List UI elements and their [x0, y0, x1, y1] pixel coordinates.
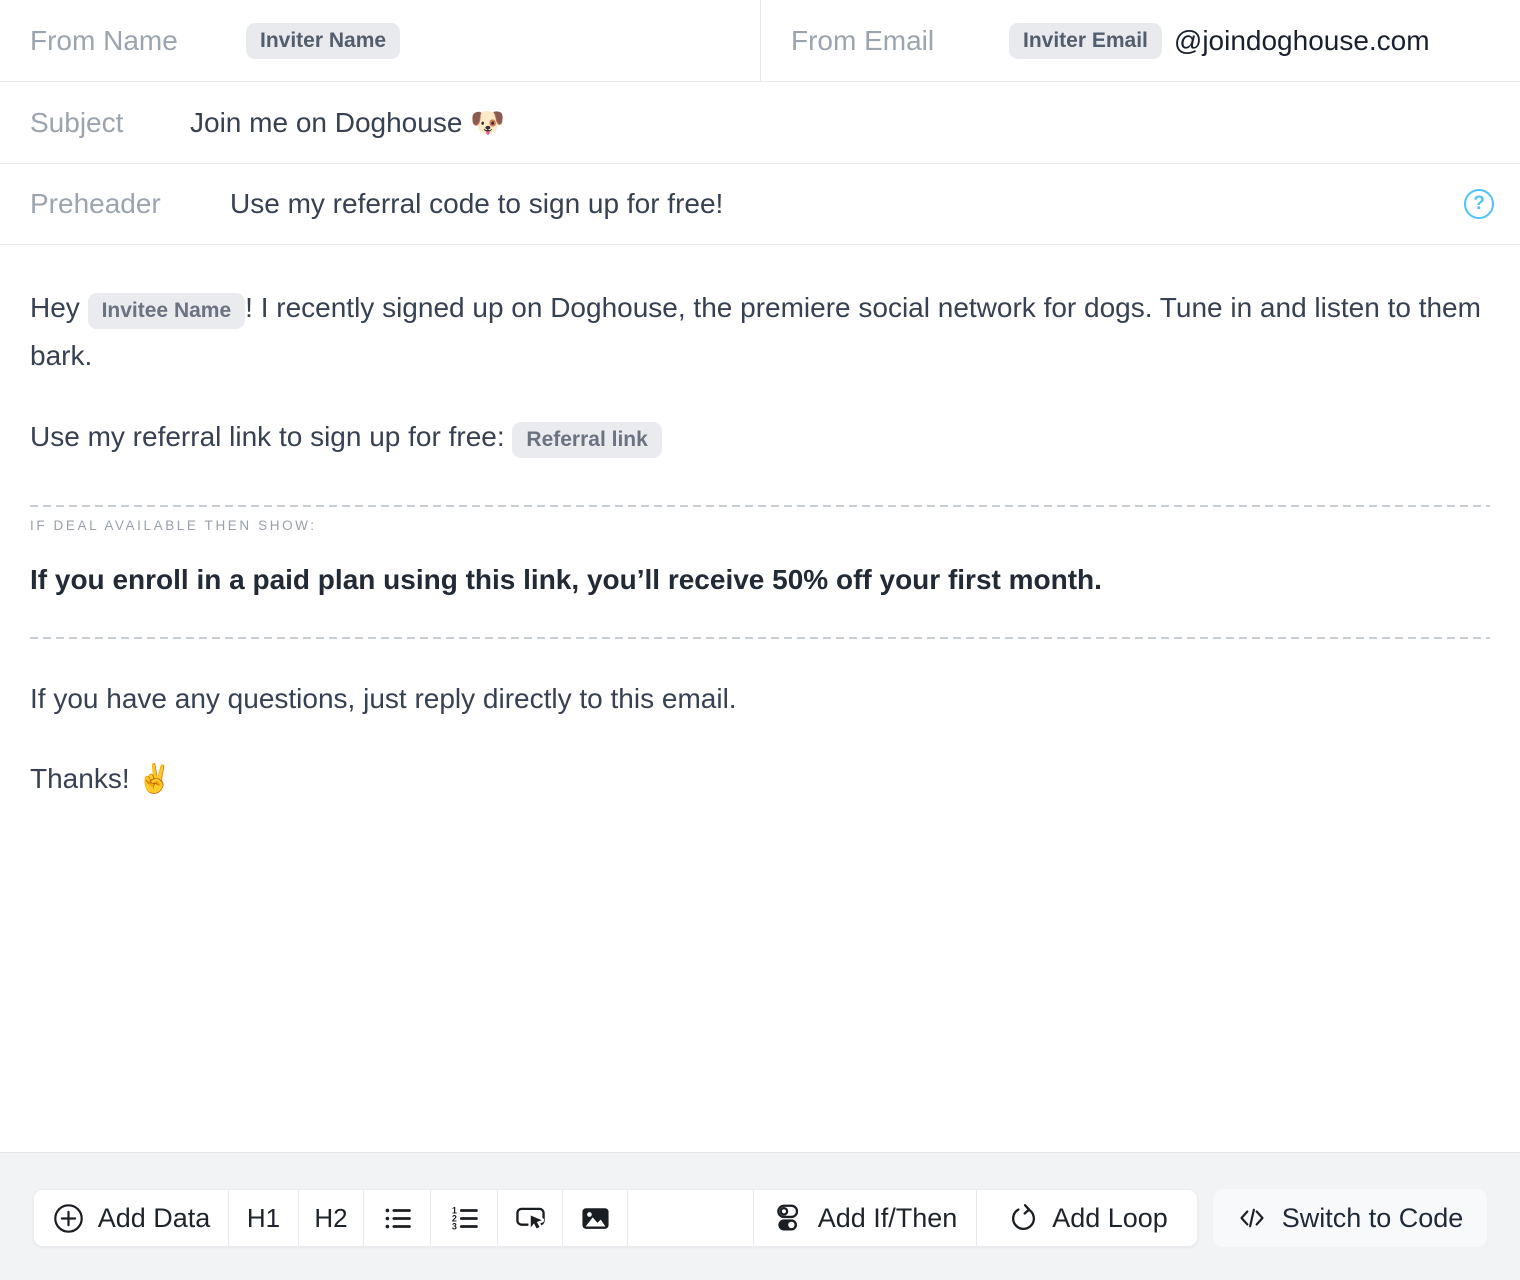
greeting-text-before: Hey [30, 292, 88, 323]
from-email-field[interactable] [760, 0, 1520, 81]
paragraph-questions[interactable]: If you have any questions, just reply directly to this email. [30, 683, 737, 714]
bullet-list-icon [382, 1203, 413, 1234]
plus-circle-icon [52, 1202, 85, 1235]
inviter-name-pill[interactable]: Inviter Name [246, 23, 400, 59]
preheader-input[interactable]: Use my referral code to sign up for free! [230, 188, 724, 219]
svg-text:1: 1 [451, 1204, 457, 1215]
add-loop-button[interactable] [977, 1190, 1198, 1246]
h2-label: H2 [314, 1202, 348, 1233]
from-email-domain[interactable]: @joindoghouse.com [1173, 24, 1430, 56]
switch-to-code-button[interactable] [1213, 1189, 1487, 1247]
preheader-label: Preheader [30, 188, 161, 219]
conditional-label: IF DEAL AVAILABLE THEN SHOW: [30, 518, 317, 533]
conditional-text[interactable]: If you enroll in a paid plan using this link, you’ll receive 50% off your first month. [30, 564, 1102, 595]
toolbar-spacer-cell [628, 1190, 754, 1246]
from-row [0, 0, 1520, 82]
from-name-label: From Name [30, 24, 178, 56]
referral-text: Use my referral link to sign up for free: [30, 421, 513, 452]
from-name-field[interactable] [0, 0, 760, 81]
dashed-divider-bottom [30, 637, 1490, 639]
conditional-padding [30, 601, 1490, 637]
add-data-button[interactable] [34, 1190, 229, 1246]
if-then-toggles-icon [773, 1202, 805, 1234]
paragraph-greeting[interactable] [30, 284, 1490, 380]
loop-icon [1008, 1203, 1039, 1234]
bullet-list-button[interactable] [364, 1190, 431, 1246]
formatting-toolbar [33, 1189, 1198, 1247]
editor-footer [0, 1152, 1520, 1280]
email-body-editor[interactable] [0, 284, 1520, 803]
paragraph-referral[interactable] [30, 413, 1490, 461]
insert-button-button[interactable] [498, 1190, 563, 1246]
toolbar-row [33, 1189, 1487, 1247]
add-data-label: Add Data [97, 1202, 211, 1233]
inviter-email-pill[interactable]: Inviter Email [1009, 23, 1162, 59]
h1-label: H1 [246, 1202, 281, 1233]
add-if-then-label: Add If/Then [817, 1202, 958, 1233]
add-loop-label: Add Loop [1052, 1202, 1168, 1233]
svg-text:2: 2 [451, 1213, 457, 1224]
subject-label: Subject [30, 106, 124, 138]
dashed-divider-top [30, 505, 1490, 507]
subject-input[interactable]: Join me on Doghouse 🐶 [190, 107, 506, 138]
svg-text:3: 3 [451, 1221, 457, 1232]
conditional-block[interactable] [30, 505, 1490, 639]
heading2-button[interactable] [299, 1190, 364, 1246]
invitee-name-pill[interactable]: Invitee Name [88, 293, 246, 329]
heading1-button[interactable] [229, 1190, 299, 1246]
help-icon[interactable]: ? [1464, 189, 1494, 219]
paragraph-thanks[interactable]: Thanks! ✌️ [30, 763, 173, 794]
button-cursor-icon [514, 1202, 547, 1235]
referral-link-pill[interactable]: Referral link [512, 422, 661, 458]
numbered-list-icon [449, 1203, 480, 1234]
code-icon [1237, 1203, 1267, 1233]
switch-to-code-label: Switch to Code [1281, 1202, 1464, 1233]
from-email-label: From Email [791, 24, 935, 56]
preheader-row[interactable] [0, 164, 1520, 245]
subject-row[interactable] [0, 82, 1520, 164]
insert-image-button[interactable] [563, 1190, 628, 1246]
image-icon [579, 1202, 612, 1235]
greeting-text-after: ! I recently signed up on Doghouse, the premiere social network for dogs. Tune in and listen to them bark. [30, 292, 1481, 371]
numbered-list-button[interactable] [431, 1190, 498, 1246]
add-if-then-button[interactable] [754, 1190, 977, 1246]
